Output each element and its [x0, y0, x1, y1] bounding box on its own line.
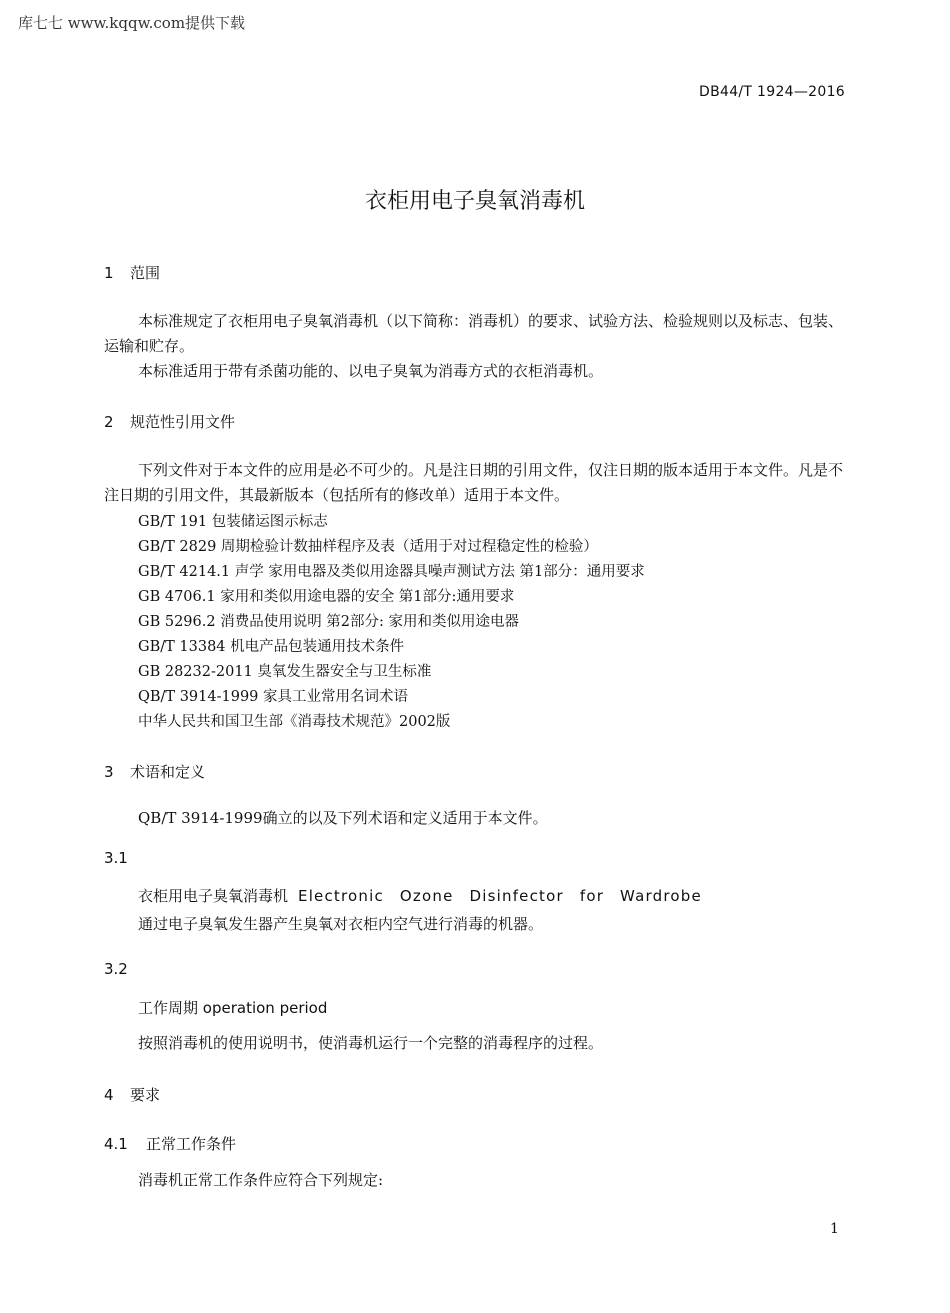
paragraph-text: 本标准规定了衣柜用电子臭氧消毒机（以下简称：消毒机）的要求、试验方法、检验规则以及标志、包装、运输和贮存。: [104, 312, 844, 355]
term-3-2-title: [138, 997, 327, 1018]
watermark-text: 库七七 www.kqqw.com提供下载: [18, 14, 246, 32]
reference-item: GB/T 191 包装储运图示标志: [138, 514, 328, 530]
section-4-heading: [104, 1084, 160, 1105]
term-3-1-definition: 通过电子臭氧发生器产生臭氧对衣柜内空气进行消毒的机器。: [138, 915, 544, 933]
section-title: 规范性引用文件: [130, 413, 236, 431]
term-english: operation period: [202, 999, 328, 1017]
reference-item: GB 28232-2011 臭氧发生器安全与卫生标准: [138, 664, 432, 680]
section-title: 正常工作条件: [146, 1135, 237, 1153]
document-title: 衣柜用电子臭氧消毒机: [364, 189, 585, 214]
term-3-1-title: [138, 885, 702, 906]
term-3-2-definition: 按照消毒机的使用说明书，使消毒机运行一个完整的消毒程序的过程。: [138, 1034, 604, 1052]
reference-item: 中华人民共和国卫生部《消毒技术规范》2002版: [138, 714, 451, 730]
term-3-1-number: 3.1: [104, 849, 128, 867]
section-1-heading: [104, 262, 160, 283]
section-1-paragraph-1: [104, 309, 849, 359]
standard-code: DB44/T 1924—2016: [699, 84, 845, 100]
reference-item: GB/T 13384 机电产品包装通用技术条件: [138, 639, 405, 655]
section-2-intro: [104, 458, 849, 508]
section-number: 1: [104, 264, 114, 282]
section-title: 要求: [130, 1086, 161, 1104]
section-number: 4: [104, 1086, 114, 1104]
term-chinese: 衣柜用电子臭氧消毒机: [138, 887, 289, 905]
reference-item: GB/T 2829 周期检验计数抽样程序及表（适用于对过程稳定性的检验）: [138, 539, 598, 555]
section-4-1-paragraph: 消毒机正常工作条件应符合下列规定:: [138, 1171, 384, 1189]
section-number: 3: [104, 763, 114, 781]
section-number: 4.1: [104, 1135, 128, 1153]
term-3-2-number: 3.2: [104, 960, 128, 978]
page-number: 1: [830, 1221, 839, 1237]
paragraph-text: 下列文件对于本文件的应用是必不可少的。凡是注日期的引用文件，仅注日期的版本适用于本文件。凡是不注日期的引用文件，其最新版本（包括所有的修改单）适用于本文件。: [104, 461, 844, 504]
section-4-1-heading: [104, 1133, 236, 1154]
reference-item: GB/T 4214.1 声学 家用电器及类似用途器具噪声测试方法 第1部分：通用要求: [138, 564, 645, 580]
section-3-intro: QB/T 3914-1999确立的以及下列术语和定义适用于本文件。: [138, 809, 548, 827]
section-3-heading: [104, 761, 205, 782]
reference-item: GB 5296.2 消费品使用说明 第2部分: 家用和类似用途电器: [138, 614, 520, 630]
reference-item: GB 4706.1 家用和类似用途电器的安全 第1部分:通用要求: [138, 589, 515, 605]
section-2-heading: [104, 411, 235, 432]
reference-item: QB/T 3914-1999 家具工业常用名词术语: [138, 689, 409, 705]
section-title: 术语和定义: [130, 763, 206, 781]
section-1-paragraph-2: 本标准适用于带有杀菌功能的、以电子臭氧为消毒方式的衣柜消毒机。: [138, 362, 604, 380]
section-title: 范围: [130, 264, 161, 282]
section-number: 2: [104, 413, 114, 431]
term-english: Electronic Ozone Disinfector for Wardrobe: [298, 887, 702, 905]
term-chinese: 工作周期: [138, 999, 199, 1017]
